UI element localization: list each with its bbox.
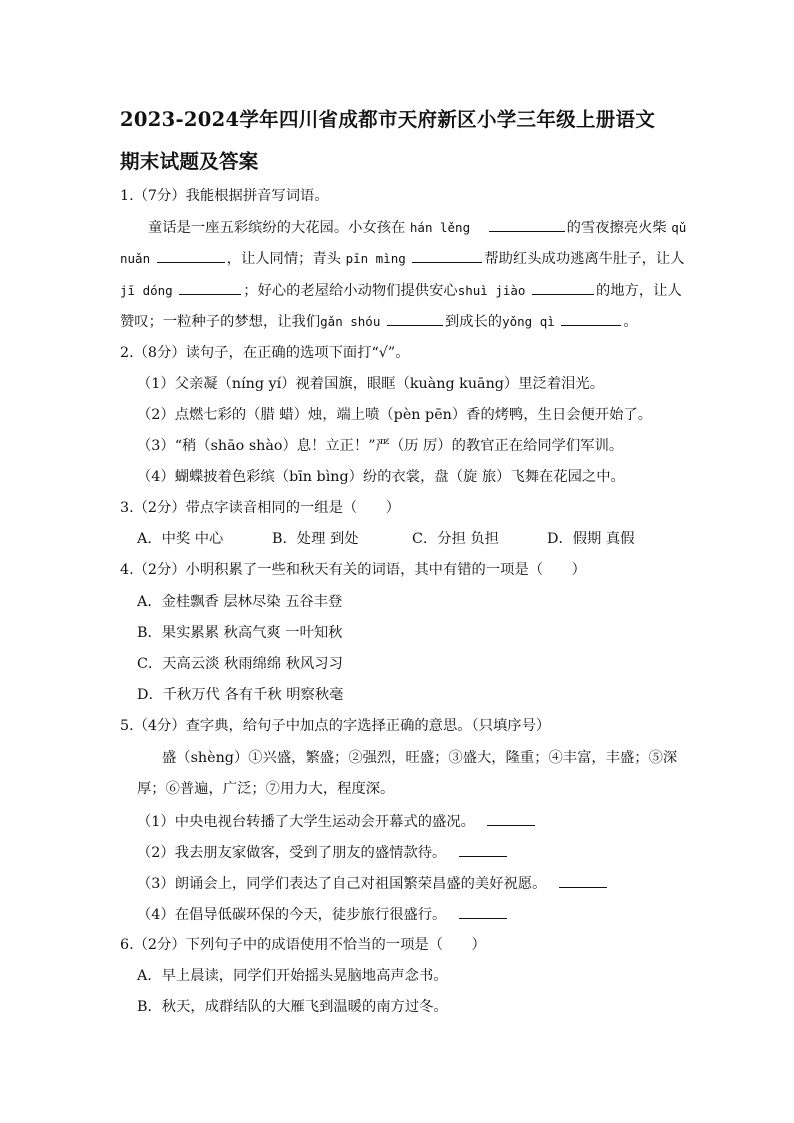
- answer-blank[interactable]: [561, 311, 621, 326]
- q6-heading: 6.（2分）下列句子中的成语使用不恰当的一项是（ ）: [120, 937, 486, 953]
- q1-text: ；好心的老屋给小动物们提供安心: [243, 283, 458, 299]
- q5-item-4: [137, 904, 509, 925]
- q3-option-a[interactable]: A．中奖 中心: [137, 531, 224, 547]
- answer-blank[interactable]: [387, 311, 443, 326]
- q3-options: [137, 529, 635, 549]
- document-title-line1: 2023-2024学年四川省成都市天府新区小学三年级上册语文: [120, 108, 656, 131]
- q2-item-3: （3）“稍（shāo shào）息！立正！”严（历 厉）的教官正在给同学们军训。: [137, 438, 624, 454]
- q2-item-4: （4）蝴蝶披着色彩缤（bīn bìng）纷的衣裳，盘（旋 旅）飞舞在花园之中。: [137, 469, 625, 485]
- answer-blank[interactable]: [532, 280, 594, 295]
- q1-line1: [148, 217, 686, 238]
- q4-heading: 4.（2分）小明积累了一些和秋天有关的词语，其中有错的一项是（ ）: [120, 562, 586, 578]
- q2-item-2: （2）点燃七彩的（腊 蜡）烛，端上喷（pèn pēn）香的烤鸭，生日会便开始了。: [137, 407, 653, 423]
- q1-pinyin: pīn mìng: [345, 251, 406, 266]
- answer-blank[interactable]: [459, 842, 507, 857]
- document-title-line2: 期末试题及答案: [120, 150, 259, 173]
- answer-blank[interactable]: [487, 811, 535, 826]
- q1-text: 的地方，让人: [595, 283, 682, 299]
- q1-line3: [120, 280, 682, 301]
- q5-definition-line2: 厚；⑥普遍，广泛；⑦用力大，程度深。: [137, 781, 395, 797]
- q3-option-b[interactable]: B．处理 到处: [272, 531, 359, 547]
- answer-blank[interactable]: [179, 280, 241, 295]
- answer-blank[interactable]: [412, 248, 482, 263]
- q5-item-text: （1）中央电视台转播了大学生运动会开幕式的盛况。: [137, 814, 475, 830]
- q5-item-3: [137, 873, 609, 894]
- q5-heading: 5.（4分）查字典，给句子中加点的字选择正确的意思。（只填序号）: [120, 718, 551, 734]
- q5-item-text: （3）朗诵会上，同学们表达了自己对祖国繁荣昌盛的美好祝愿。: [137, 876, 547, 892]
- q1-text: 赞叹；一粒种子的梦想，让我们: [120, 314, 321, 330]
- q1-pinyin: nuǎn: [120, 251, 151, 266]
- q1-text: 。: [623, 314, 638, 330]
- q1-text: 的雪夜擦亮火柴: [566, 220, 667, 236]
- q1-text: 到成长的: [444, 314, 503, 330]
- q1-text: 帮助红头成功逃离牛肚子，让人: [484, 251, 685, 267]
- q6-option-a[interactable]: A．早上晨读，同学们开始摇头晃脑地高声念书。: [137, 968, 448, 984]
- q4-option-b[interactable]: B．果实累累 秋高气爽 一叶知秋: [137, 625, 343, 641]
- q5-definition-line1: 盛（shèng）①兴盛，繁盛；②强烈，旺盛；③盛大，隆重；④丰富，丰盛；⑤深: [162, 750, 678, 766]
- q1-pinyin: jī dóng: [120, 283, 173, 298]
- q2-item-1: （1）父亲凝（níng yí）视着国旗，眼眶（kuàng kuāng）里泛着泪光。: [137, 376, 605, 392]
- answer-blank[interactable]: [489, 217, 565, 232]
- q5-item-text: （2）我去朋友家做客，受到了朋友的盛情款待。: [137, 845, 447, 861]
- q3-heading: 3.（2分）带点字读音相同的一组是（ ）: [120, 500, 401, 516]
- answer-blank[interactable]: [157, 248, 225, 263]
- q5-item-1: [137, 811, 537, 832]
- q4-option-a[interactable]: A．金桂飘香 层林尽染 五谷丰登: [137, 594, 343, 610]
- q3-option-c[interactable]: C．分担 负担: [412, 531, 499, 547]
- q1-heading: 1.（7分）我能根据拼音写词语。: [120, 188, 329, 204]
- q5-item-2: [137, 842, 509, 863]
- q1-pinyin: yǒng qì: [502, 314, 555, 329]
- answer-blank[interactable]: [559, 873, 607, 888]
- q1-pinyin: hán lěng: [409, 220, 471, 235]
- q1-pinyin: qǔ: [671, 220, 687, 235]
- answer-blank[interactable]: [459, 904, 507, 919]
- q6-option-b[interactable]: B．秋天，成群结队的大雁飞到温暖的南方过冬。: [137, 999, 448, 1015]
- q1-text: 童话是一座五彩缤纷的大花园。小女孩在: [148, 220, 406, 236]
- q4-option-d[interactable]: D．千秋万代 各有千秋 明察秋毫: [137, 687, 344, 703]
- q3-option-d[interactable]: D．假期 真假: [547, 531, 635, 547]
- q1-text: ，让人同情；青头: [226, 251, 342, 267]
- q1-pinyin: gǎn shóu: [320, 314, 381, 329]
- q1-pinyin: shuì jiào: [457, 283, 526, 298]
- q4-option-c[interactable]: C．天高云淡 秋雨绵绵 秋风习习: [137, 656, 343, 672]
- q1-line4: [120, 311, 638, 332]
- q1-line2: [120, 248, 685, 269]
- q5-item-text: （4）在倡导低碳环保的今天，徒步旅行很盛行。: [137, 907, 447, 923]
- q2-heading: 2.（8分）读句子，在正确的选项下面打“√”。: [120, 345, 410, 361]
